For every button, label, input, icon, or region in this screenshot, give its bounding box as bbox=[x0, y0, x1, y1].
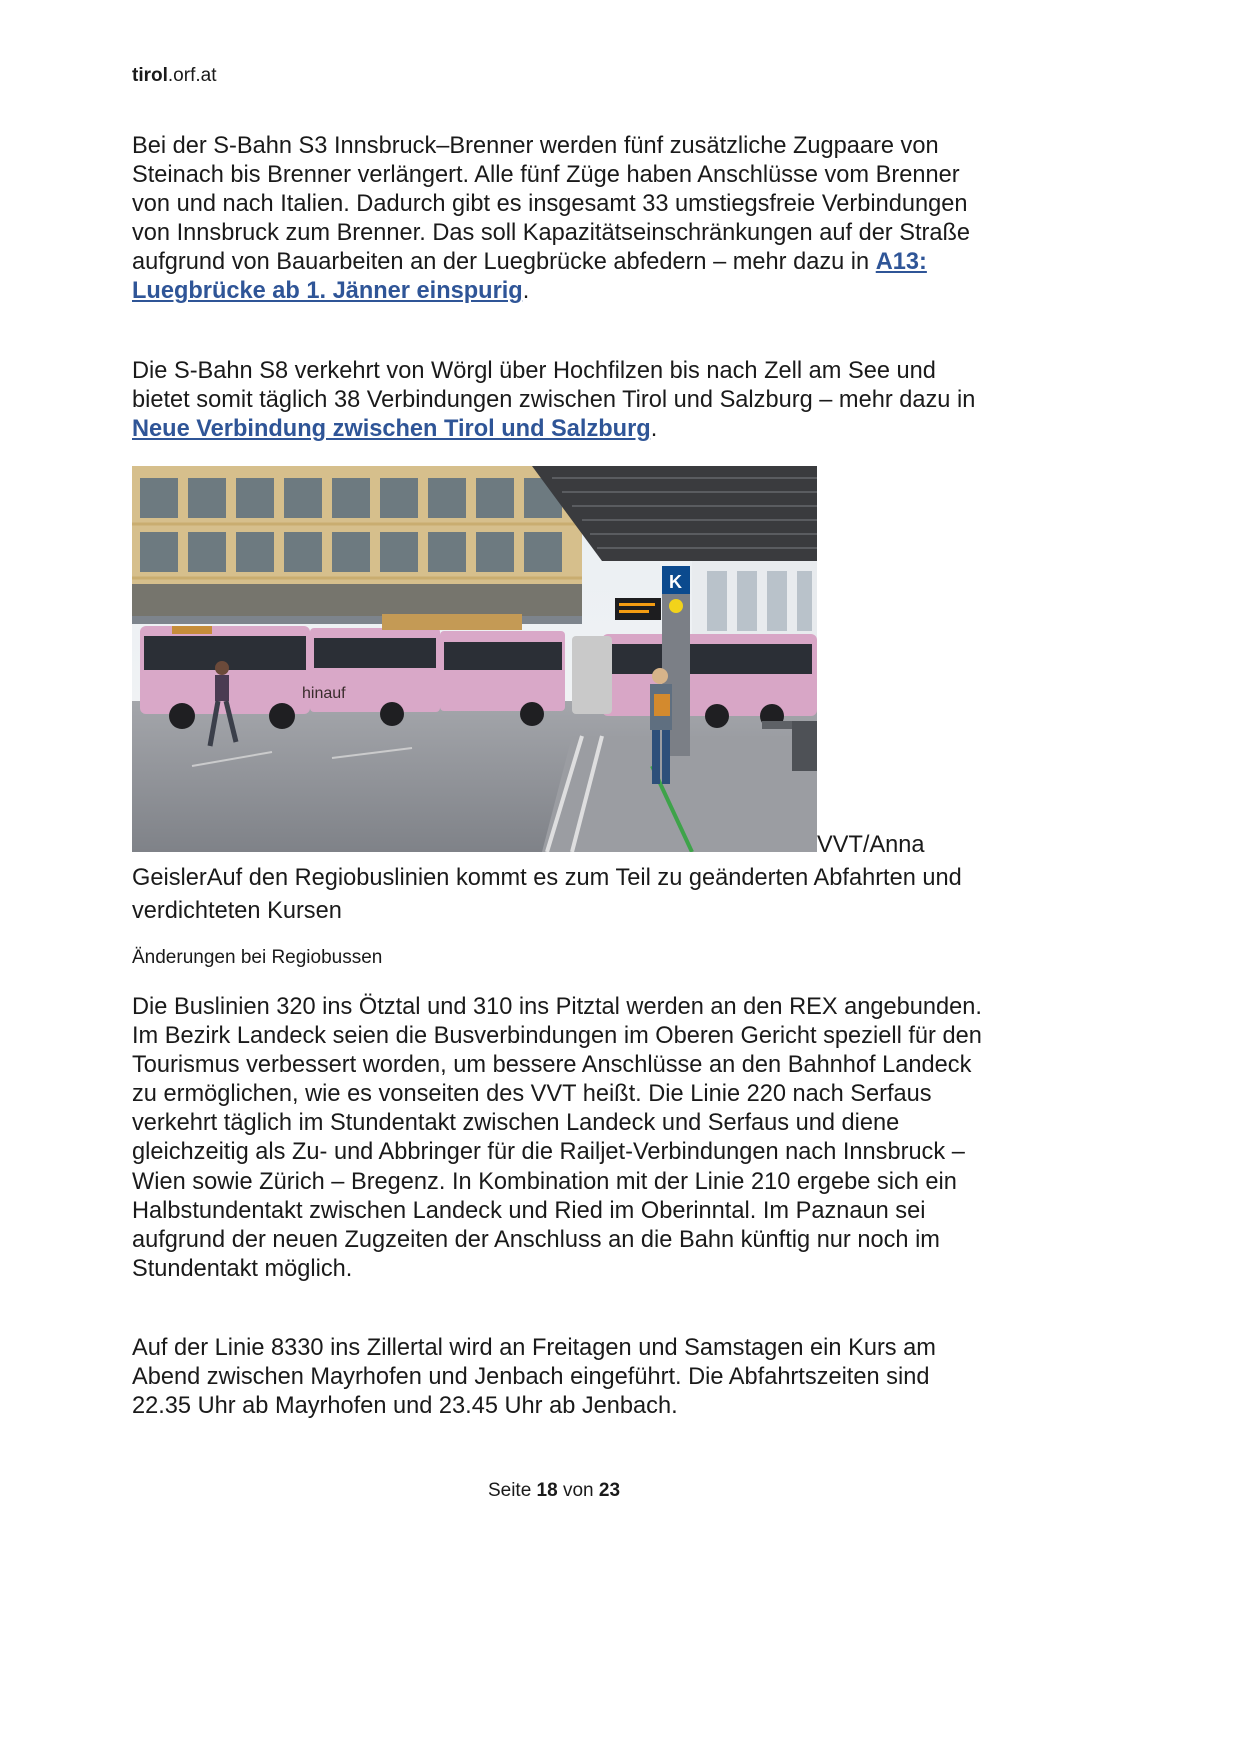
site-name-bold: tirol bbox=[132, 65, 168, 86]
link-neue-verbindung[interactable]: Neue Verbindung zwischen Tirol und Salzburg bbox=[132, 416, 651, 443]
paragraph-s3 bbox=[132, 132, 982, 307]
paragraph-buslinien: Die Buslinien 320 ins Ötztal und 310 ins Pitztal werden an den REX angebunden. Im Bezirk Landeck seien die Busverbindungen im Oberen Gericht speziell für den Tourismus verbessert worden, um bessere Anschlüsse an den Bahnhof Landeck zu ermöglichen, wie es vonseiten des VVT heißt. Die Linie 220 nach Serfaus verkehrt täglich im Stundentakt zwischen Landeck und Serfaus und diene gleichzeitig als Zu- und Abbringer für die Railjet-Verbindungen nach Innsbruck – Wien sowie Zürich – Bregenz. In Kombination mit der Linie 210 ergebe sich ein Halbstundentakt zwischen Landeck und Ried im Oberinntal. Im Paznaun sei aufgrund der neuen Zugzeiten der Anschluss an die Bahn künftig nur noch im Stundentakt möglich. bbox=[132, 994, 982, 1282]
bus-lettering: hinauf bbox=[302, 685, 346, 702]
paragraph-s8-end: . bbox=[650, 416, 658, 443]
photo-caption bbox=[132, 829, 982, 928]
footer-prefix: Seite bbox=[487, 1480, 532, 1501]
section-subheading: Änderungen bei Regiobussen bbox=[132, 947, 383, 968]
paragraph-zillertal: Auf der Linie 8330 ins Zillertal wird an Freitagen und Samstagen ein Kurs am Abend zwischen Mayrhofen und Jenbach eingeführt. Die Abfahrtszeiten sind 22.35 Uhr ab Mayrhofen und 23.45 Uhr ab Jenbach. bbox=[132, 1335, 936, 1420]
paragraph-s3-end: . bbox=[522, 278, 530, 305]
paragraph-s3-text: Bei der S-Bahn S3 Innsbruck–Brenner werden fünf zusätzliche Zugpaare von Steinach bis Brenner verlängert. Alle fünf Züge haben Anschlüsse vom Brenner von und nach Italien. Dadurch gibt es insgesamt 33 umstiegsfreie Verbindungen von Innsbruck zum Brenner. Das soll Kapazitätseinschränkungen auf der Straße aufgrund von Bauarbeiten an der Luegbrücke abfedern – mehr dazu in bbox=[132, 133, 971, 276]
page-footer bbox=[0, 1479, 1108, 1503]
paragraph-s8-text: Die S-Bahn S8 verkehrt von Wörgl über Hochfilzen bis nach Zell am See und bietet somit täglich 38 Verbindungen zwischen Tirol und Salzburg – mehr dazu in bbox=[132, 358, 976, 414]
link-luegbruecke[interactable]: A13: Luegbrücke ab 1. Jänner einspurig bbox=[132, 249, 927, 305]
platform-sign-letter: K bbox=[669, 572, 682, 592]
bus-station-photo bbox=[132, 466, 817, 852]
footer-middle: von bbox=[562, 1480, 594, 1501]
site-name-rest: .orf.at bbox=[167, 65, 217, 86]
footer-page-total: 23 bbox=[598, 1480, 621, 1501]
footer-page-number: 18 bbox=[536, 1480, 558, 1501]
paragraph-s8 bbox=[132, 357, 982, 444]
photo-caption-text: GeislerAuf den Regiobuslinien kommt es zum Teil zu geänderten Abfahrten und verdichteten Kursen bbox=[132, 865, 962, 924]
photo-credit: VVT/Anna bbox=[817, 832, 925, 858]
site-name bbox=[132, 64, 216, 88]
